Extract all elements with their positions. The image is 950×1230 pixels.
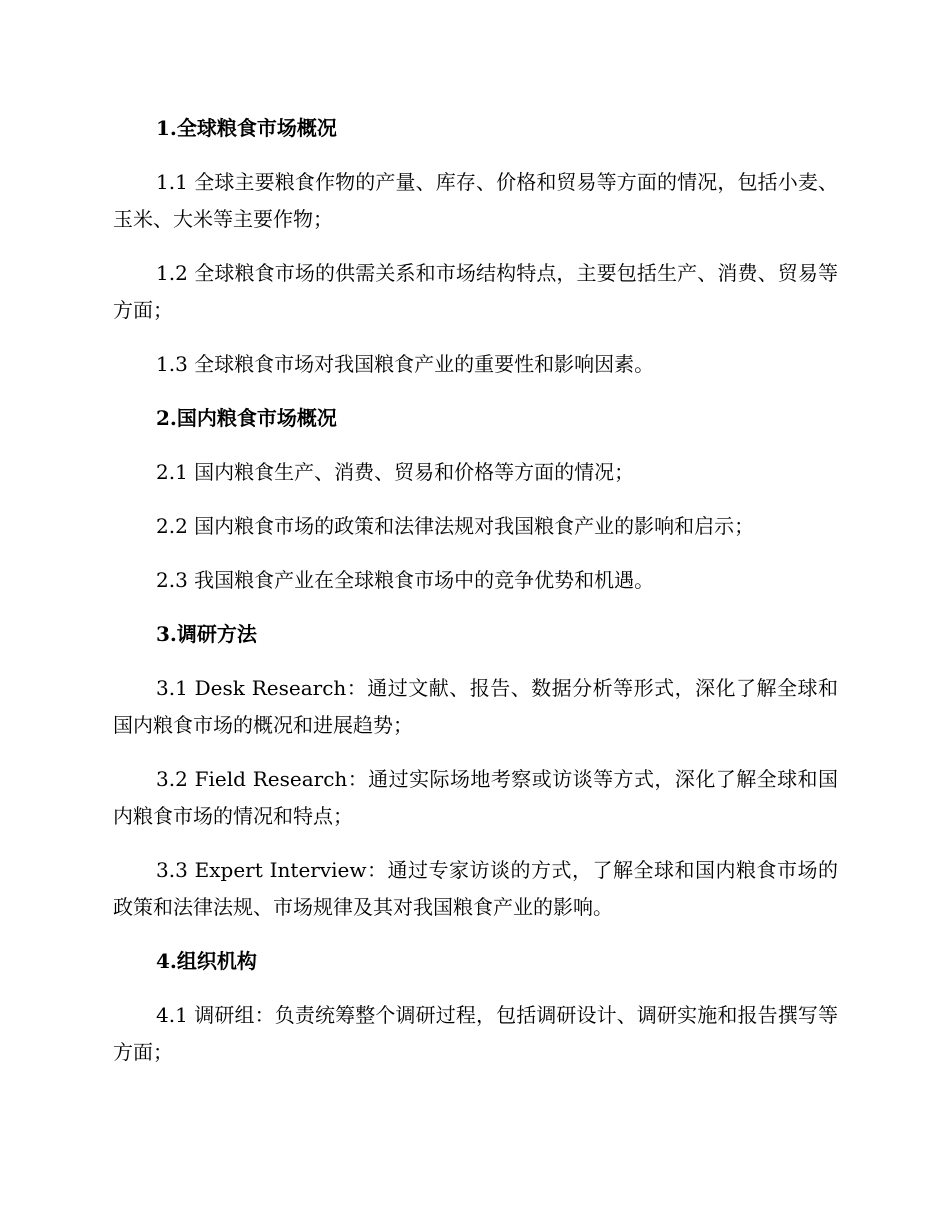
section-heading: 3.调研方法: [156, 622, 257, 646]
paragraph: 4.1 调研组：负责统筹整个调研过程，包括调研设计、调研实施和报告撰写等方面；: [113, 1003, 838, 1064]
paragraph: 3.3 Expert Interview：通过专家访谈的方式，了解全球和国内粮食市场的政策和法律法规、市场规律及其对我国粮食产业的影响。: [113, 858, 838, 919]
section-global-market: [113, 110, 838, 383]
paragraph: 2.3 我国粮食产业在全球粮食市场中的竞争优势和机遇。: [156, 568, 655, 592]
paragraph: 1.3 全球粮食市场对我国粮食产业的重要性和影响因素。: [156, 352, 655, 376]
paragraph: 1.1 全球主要粮食作物的产量、库存、价格和贸易等方面的情况，包括小麦、玉米、大米等主要作物；: [113, 170, 838, 231]
section-organization: [113, 943, 838, 1071]
document-page: [113, 110, 838, 1088]
paragraph: 2.2 国内粮食市场的政策和法律法规对我国粮食产业的影响和启示；: [156, 514, 755, 538]
paragraph: 2.1 国内粮食生产、消费、贸易和价格等方面的情况；: [156, 460, 635, 484]
section-research-methods: [113, 616, 838, 926]
paragraph: 3.1 Desk Research：通过文献、报告、数据分析等形式，深化了解全球和国内粮食市场的概况和进展趋势；: [113, 676, 838, 737]
section-heading: 1.全球粮食市场概况: [156, 116, 337, 140]
section-domestic-market: [113, 400, 838, 599]
paragraph: 1.2 全球粮食市场的供需关系和市场结构特点，主要包括生产、消费、贸易等方面；: [113, 261, 838, 322]
section-heading: 4.组织机构: [156, 949, 257, 973]
section-heading: 2.国内粮食市场概况: [156, 406, 337, 430]
paragraph: 3.2 Field Research：通过实际场地考察或访谈等方式，深化了解全球和国内粮食市场的情况和特点；: [113, 767, 838, 828]
